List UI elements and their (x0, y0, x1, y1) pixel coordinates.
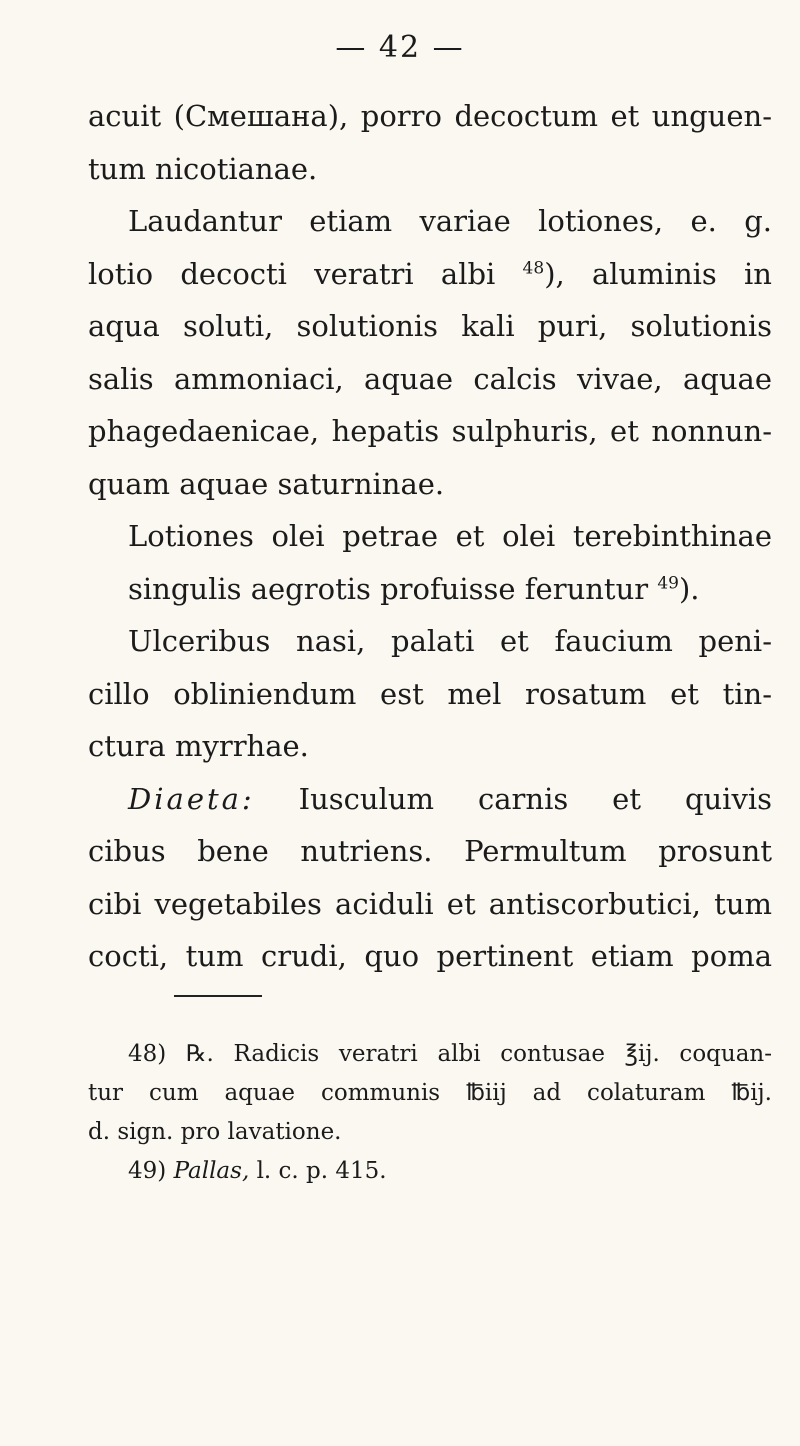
text-line: salis ammoniaci, aquae calcis vivae, aquae (88, 361, 772, 396)
text-line: singulis aegrotis profuisse feruntur $^{49}$). (128, 571, 700, 606)
text-line: Laudantur etiam variae lotiones, e. g. (128, 204, 772, 238)
section-heading-diaeta: Diaeta: (128, 781, 255, 816)
footnote-divider (174, 995, 262, 997)
text-line: Diaeta: Iusculum carnis et quivis (128, 781, 772, 816)
text-line: aqua soluti, solutionis kali puri, solutionis (88, 309, 772, 343)
text-line: acuit (Смешана), porro decoctum et unguen- (88, 99, 772, 133)
footnote-48-line: tur cum aquae communis ℔iij ad colaturam ℔ij. (88, 1080, 772, 1106)
footnote-48-line: d. sign. pro lavatione. (88, 1119, 342, 1145)
footnote-48-line: 48) ℞. Radicis veratri albi contusae ℥ij. coquan- (128, 1041, 772, 1067)
text-line: lotio decocti veratri albi $^{48}$), aluminis in (88, 256, 772, 291)
text-line: phagedaenicae, hepatis sulphuris, et nonnun- (88, 414, 772, 448)
text-line: tum nicotianae. (88, 151, 318, 186)
footnote-ref-49[interactable]: 49 (657, 572, 679, 593)
text-line: cibi vegetabiles aciduli et antiscorbutici, tum (88, 886, 772, 921)
page-number: — 42 — (335, 30, 465, 65)
text-line: cibus bene nutriens. Permultum prosunt (88, 834, 772, 868)
text-line: cillo obliniendum est mel rosatum et tin- (88, 676, 772, 711)
footnote-ref-48[interactable]: 48 (522, 257, 545, 278)
text-line: Lotiones olei petrae et olei terebinthinae (128, 519, 772, 553)
text-line: ctura myrrhae. (88, 729, 309, 763)
main-text (88, 90, 772, 983)
text-line: quam aquae saturninae. (88, 466, 445, 501)
footnote-49: 49) Pallas, l. c. p. 415. (128, 1158, 387, 1184)
footnotes (88, 1035, 772, 1191)
text-line: cocti, tum crudi, quo pertinent etiam poma (88, 939, 772, 973)
text-line: Ulceribus nasi, palati et faucium peni- (128, 624, 772, 658)
